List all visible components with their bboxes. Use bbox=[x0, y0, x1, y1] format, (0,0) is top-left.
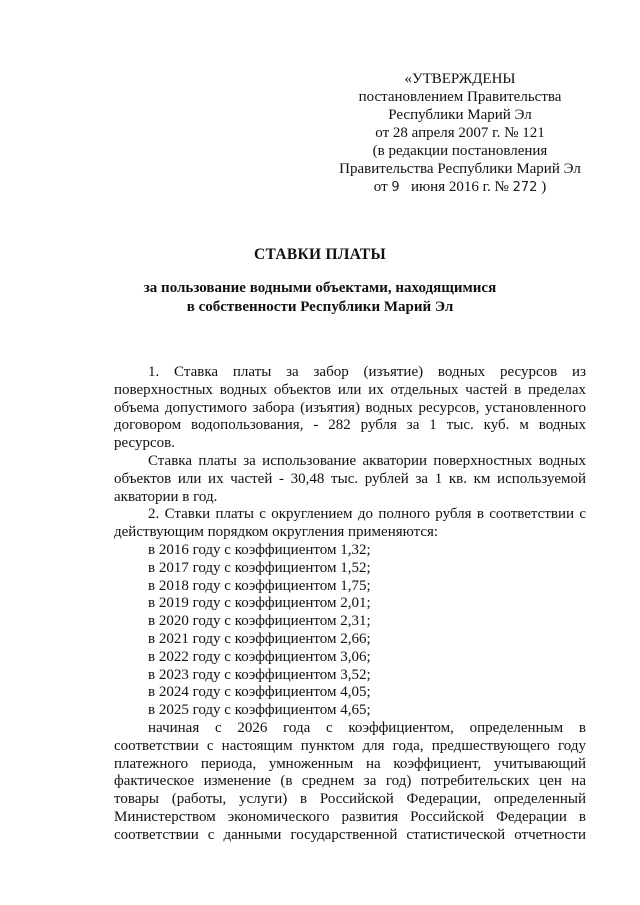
approval-month-year: июня 2016 г. № bbox=[410, 179, 509, 195]
approval-stamp bbox=[300, 70, 620, 197]
approval-line-7 bbox=[300, 178, 620, 197]
document-title: СТАВКИ ПЛАТЫ bbox=[253, 246, 387, 263]
paragraph-from-2026: начиная с 2026 года с коэффициентом, определенным в соответствии с настоящим пунктом для года, предшествующего году платежного периода, умноженным на коэффициент, учитывающий фактическое изменение (в среднем за год) потребительских цен на товары (работы, услуги) в Российской Федерации, определенный Министерством экономического развития Российской Федерации в соответствии с данными государственной статистической отчетности bbox=[114, 719, 586, 843]
document-body bbox=[114, 364, 586, 845]
paragraph-rounding: 2. Ставки платы с округлением до полного рубля в соответствии с действующим порядком округления применяются: bbox=[114, 506, 586, 541]
coefficient-item: в 2024 году с коэффициентом 4,05; bbox=[148, 684, 371, 701]
approval-line-1: «УТВЕРЖДЕНЫ bbox=[404, 71, 516, 87]
approval-line-6: Правительства Республики Марий Эл bbox=[339, 161, 581, 177]
approval-line-4: от 28 апреля 2007 г. № 121 bbox=[375, 125, 545, 141]
coefficient-item: в 2020 году с коэффициентом 2,31; bbox=[148, 613, 371, 630]
coefficient-item: в 2025 году с коэффициентом 4,65; bbox=[148, 702, 371, 719]
approval-line-3: Республики Марий Эл bbox=[388, 107, 532, 123]
document-subtitle bbox=[0, 279, 640, 317]
subtitle-line-2: в собственности Республики Марий Эл bbox=[186, 299, 454, 315]
coefficient-item: в 2021 году с коэффициентом 2,66; bbox=[148, 630, 371, 647]
subtitle-line-1: за пользование водными объектами, находящимися bbox=[143, 280, 497, 296]
coefficient-item: в 2019 году с коэффициентом 2,01; bbox=[148, 595, 371, 612]
coefficient-item: в 2023 году с коэффициентом 3,52; bbox=[148, 666, 371, 683]
coefficient-item: в 2017 году с коэффициентом 1,52; bbox=[148, 559, 371, 576]
approval-day: 9 bbox=[391, 180, 400, 195]
approval-line-2: постановлением Правительства bbox=[358, 89, 562, 105]
approval-close-paren: ) bbox=[541, 179, 547, 195]
coefficient-item: в 2016 году с коэффициентом 1,32; bbox=[148, 541, 371, 558]
approval-line-5: (в редакции постановления bbox=[372, 143, 548, 159]
paragraph-water-intake-rate: 1. Ставка платы за забор (изъятие) водных ресурсов из поверхностных водных объектов или их отдельных частей в пределах объема допустимого забора (изъятия) водных ресурсов, установленного договором водопользования, - 282 рубля за 1 тыс. куб. м водных ресурсов. bbox=[114, 364, 586, 452]
approval-number: 272 bbox=[512, 180, 538, 195]
coefficient-item: в 2018 году с коэффициентом 1,75; bbox=[148, 577, 371, 594]
approval-date-prefix: от bbox=[373, 179, 388, 195]
paragraph-water-area-rate: Ставка платы за использование акватории поверхностных водных объектов или их частей - 30,48 тыс. рублей за 1 кв. км используемой акватории в год. bbox=[114, 452, 586, 505]
coefficient-item: в 2022 году с коэффициентом 3,06; bbox=[148, 648, 371, 665]
